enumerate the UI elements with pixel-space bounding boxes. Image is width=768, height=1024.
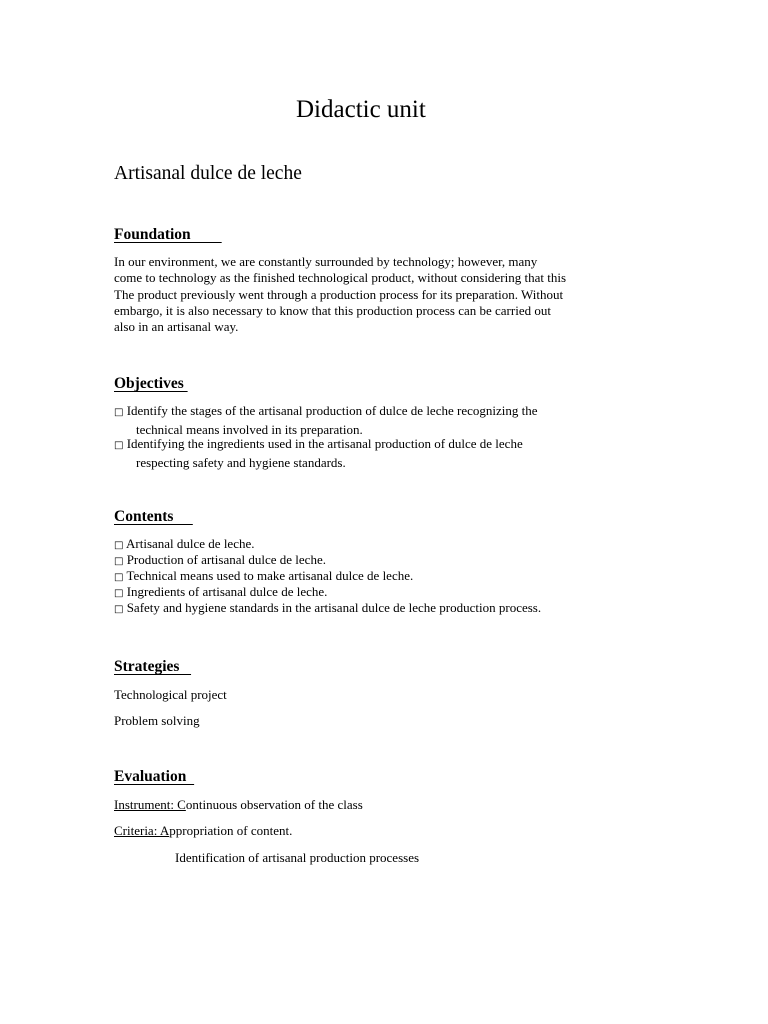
bullet-box-icon: □ (114, 588, 124, 599)
instrument-text: ontinuous observation of the class (185, 797, 363, 812)
contents-item-label: Artisanal dulce de leche. (126, 536, 255, 551)
contents-item (114, 600, 541, 618)
criteria-extra: Identification of artisanal production processes (175, 850, 420, 865)
contents-item-label: Ingredients of artisanal dulce de leche. (126, 584, 328, 599)
objective-line: Identifying the ingredients used in the artisanal production of dulce de leche (126, 436, 523, 451)
objectives-heading: Objectives (114, 375, 188, 392)
bullet-box-icon: □ (114, 440, 124, 451)
bullet-box-icon: □ (114, 407, 124, 418)
contents-item-label: Safety and hygiene standards in the artisanal dulce de leche production process. (126, 600, 542, 615)
document-subtitle: Artisanal dulce de leche (114, 163, 302, 184)
bullet-box-icon: □ (114, 604, 124, 615)
criteria-label: Criteria: A (114, 823, 170, 838)
bullet-box-icon: □ (114, 572, 124, 583)
foundation-line: come to technology as the finished technological product, without considering that this (114, 270, 567, 286)
foundation-line: also in an artisanal way. (114, 319, 239, 335)
evaluation-heading: Evaluation (114, 768, 195, 785)
bullet-box-icon: □ (114, 556, 124, 567)
strategy-item: Technological project (114, 687, 227, 702)
objective-item (114, 402, 538, 438)
strategies-heading: Strategies (114, 658, 192, 675)
bullet-box-icon: □ (114, 540, 124, 551)
objective-line-continued: technical means involved in its preparation. (136, 422, 363, 437)
strategy-item: Problem solving (114, 713, 200, 728)
objective-item (114, 435, 523, 471)
evaluation-criteria (114, 823, 292, 839)
contents-item-label: Production of artisanal dulce de leche. (126, 552, 326, 567)
document-title: Didactic unit (296, 96, 426, 123)
evaluation-instrument (114, 797, 363, 813)
foundation-line: In our environment, we are constantly surrounded by technology; however, many (114, 254, 538, 269)
objective-line-continued: respecting safety and hygiene standards. (136, 455, 346, 470)
foundation-heading: Foundation (114, 226, 222, 243)
foundation-line: embargo, it is also necessary to know that this production process can be carried out (114, 302, 551, 318)
instrument-label: Instrument: C (114, 797, 186, 812)
contents-heading: Contents (114, 508, 193, 525)
criteria-text: ppropriation of content. (169, 823, 293, 838)
objective-line: Identify the stages of the artisanal production of dulce de leche recognizing the (126, 403, 538, 418)
foundation-line: The product previously went through a production process for its preparation. Without (114, 286, 564, 302)
contents-item-label: Technical means used to make artisanal dulce de leche. (126, 568, 414, 583)
foundation-paragraph (114, 254, 566, 335)
